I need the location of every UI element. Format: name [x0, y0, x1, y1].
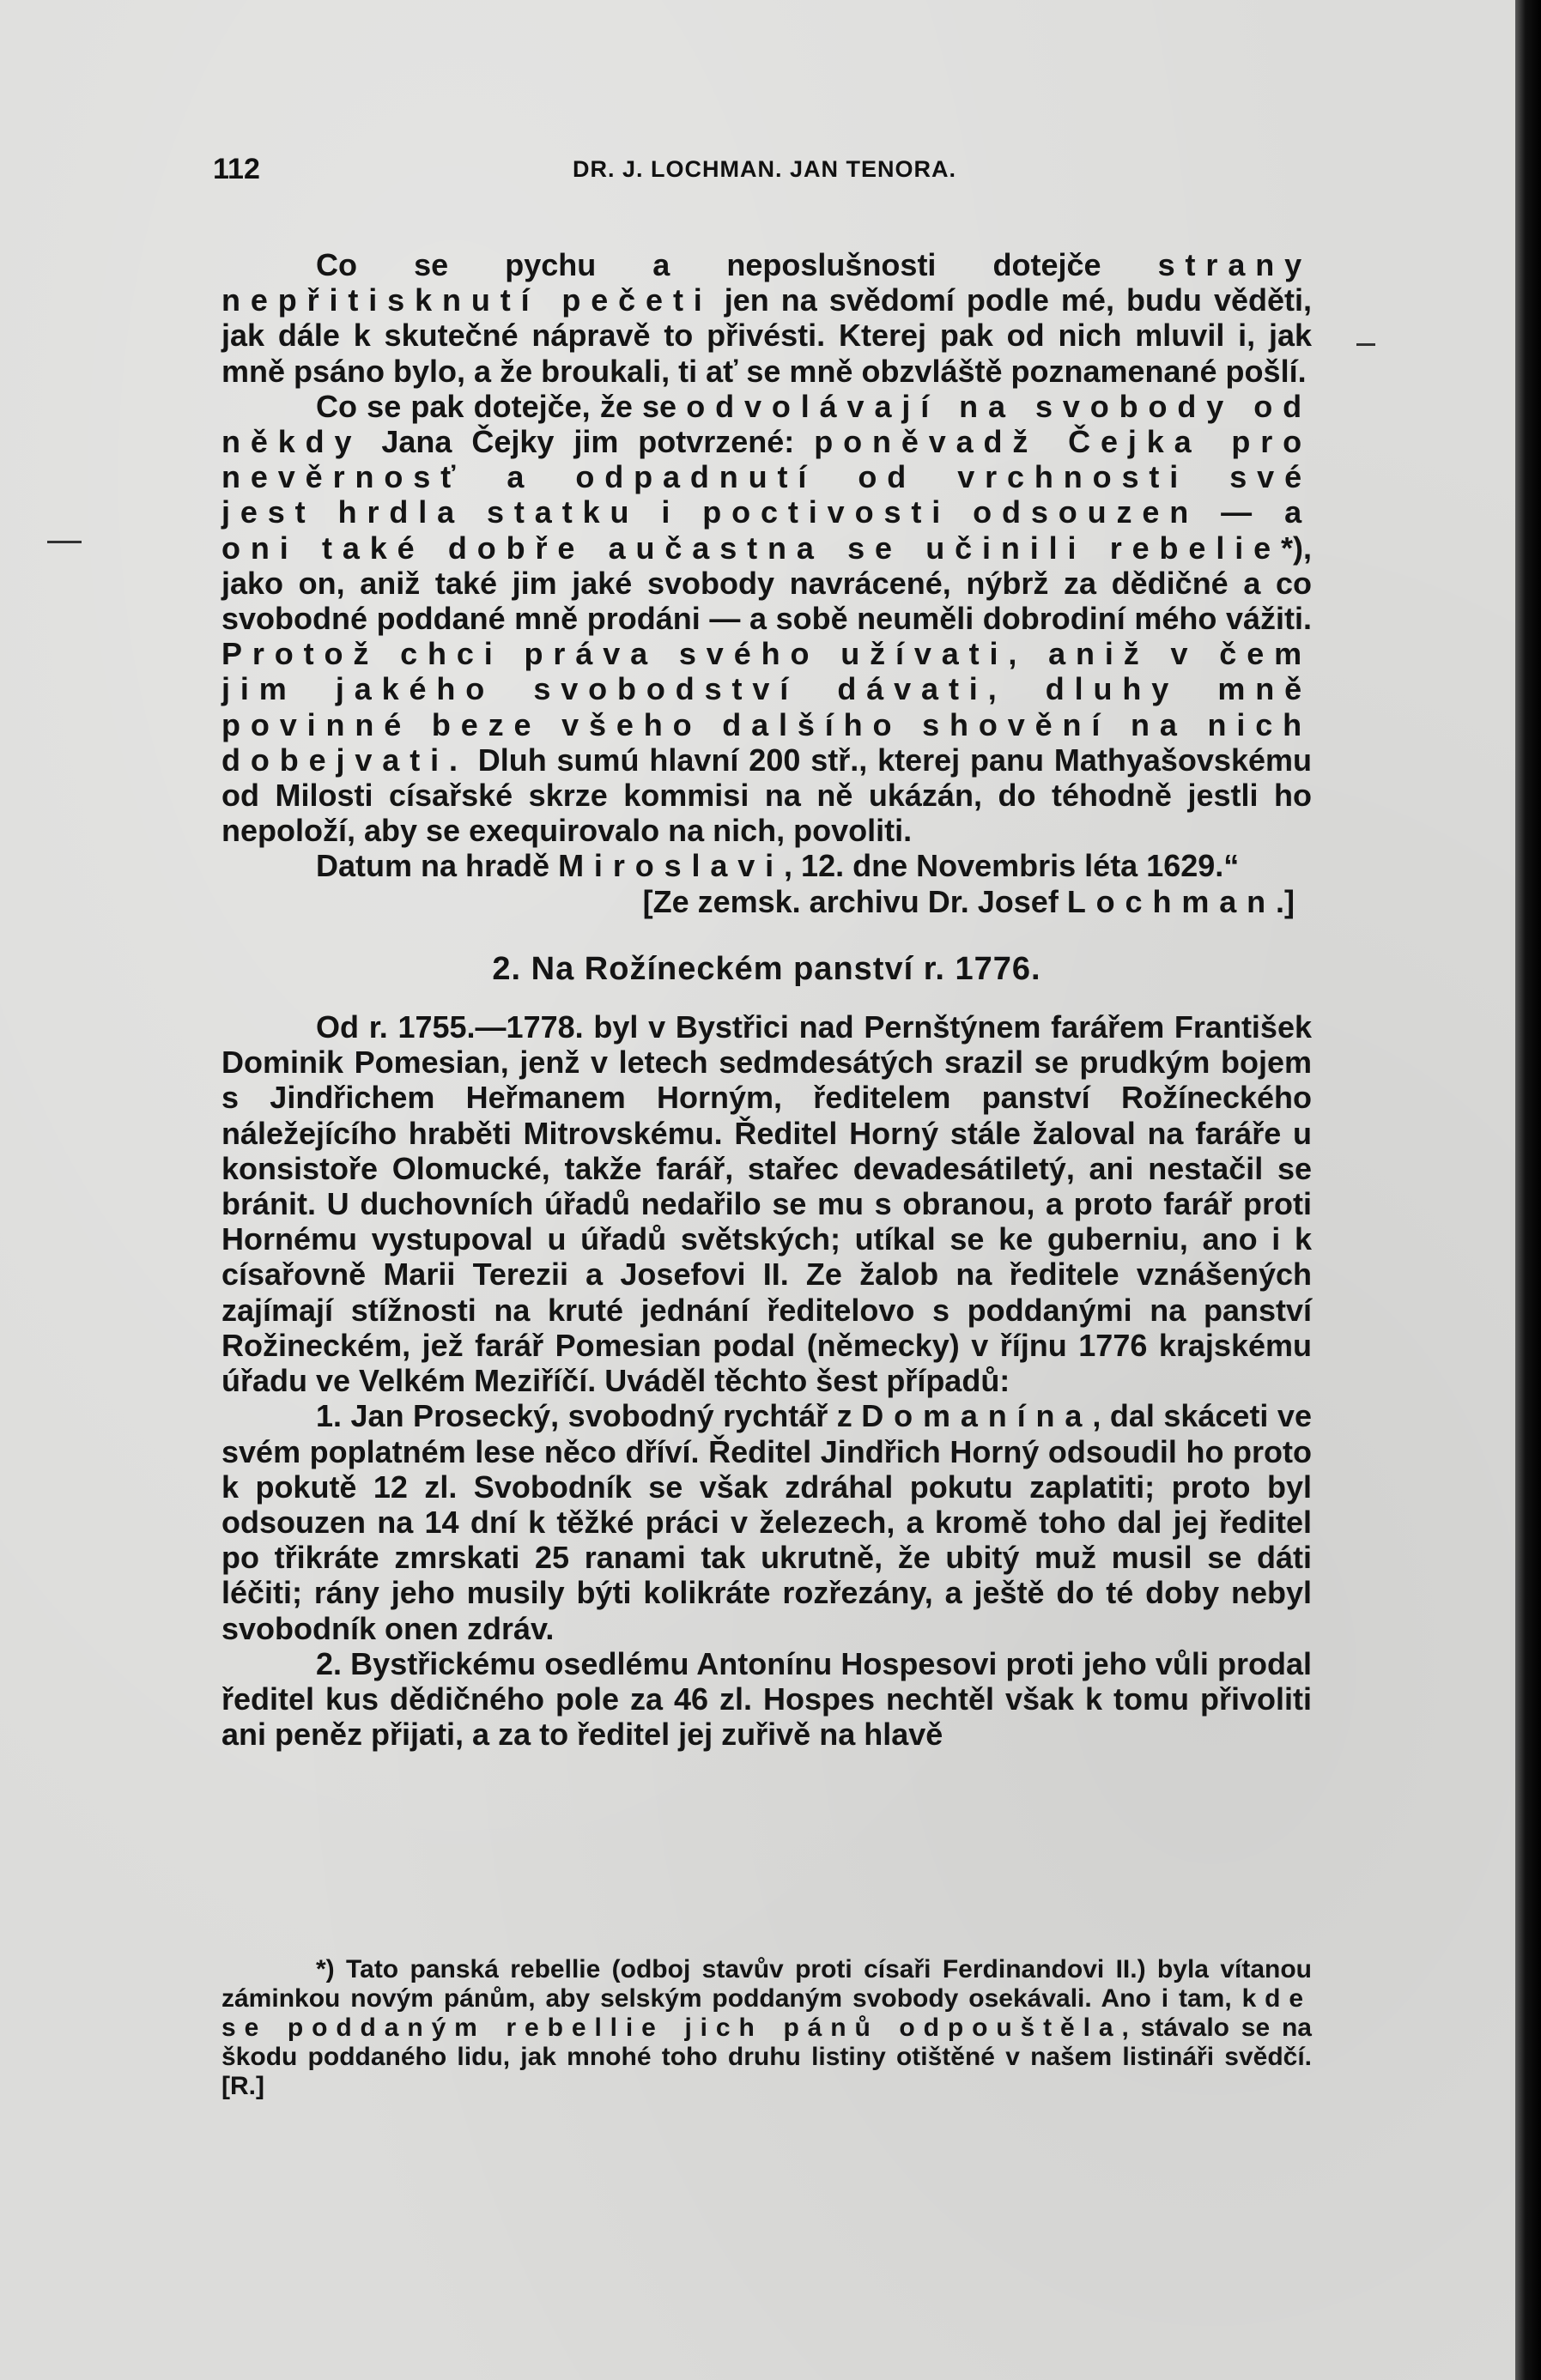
archive-source: [Ze zemsk. archivu Dr. Josef Lochman.]	[642, 883, 1295, 919]
running-title: DR. J. LOCHMAN. JAN TENORA.	[572, 156, 957, 182]
dateline: Datum na hradě Miroslavi, 12. dne Novembris léta 1629.“	[316, 848, 1240, 884]
page-number: 112	[213, 153, 260, 185]
scan-edge	[1515, 0, 1541, 2380]
paragraph-pride: Co se pychu a neposlušnosti dotejče strany nepřitisknutí pečeti jen na svědomí podle mé, budu věděti, jak dále k skutečné nápravě to přivésti. Kterej pak od nich mluvil i, jak mně psáno bylo, a že broukali, ti ať se mně obzvláště poznamenané pošlí.	[221, 247, 1312, 389]
case-1: 1. Jan Prosecký, svobodný rychtář z Domanína, dal skáceti ve svém poplatném lese něco dříví. Ředitel Jindřich Horný odsoudil ho proto k pokutě 12 zl. Svobodník se však zdráhal pokutu zaplatiti; proto byl odsouzen na 14 dní k těžké práci v železech, a kromě toho dal jej ředitel po třikráte zmrskati 25 ranami tak ukrutně, že ubitý muž musil se dáti léčiti; rány jeho musily býti kolikráte rozřezány, a ještě do té doby nebyl svobodník onen zdráv.	[221, 1398, 1312, 1646]
footnote: *) Tato panská rebellie (odboj stavův proti císaři Ferdinandovi II.) byla vítanou záminkou novým pánům, aby selským poddaným svobody osekávali. Ano i tam, kde se poddaným rebellie jich pánů odpouštěla, stávalo se na škodu poddaného lidu, jak mnohé toho druhu listiny otištěné v našem listináři svědčí. [R.]	[221, 1955, 1312, 2100]
section-heading: 2. Na Rožíneckém panství r. 1776.	[492, 950, 1041, 987]
paragraph-freedoms: Co se pak dotejče, že se odvolávají na svobody od někdy Jana Čejky jim potvrzené: poněvadž Čejka pro nevěrnosť a odpadnutí od vrchnosti své jest hrdla statku i poctivosti odsouzen — a oni také dobře aučastna se učinili rebelie*), jako on, aniž také jim jaké svobody navrácené, nýbrž za dědičné a co svobodné poddané mně prodáni — a sobě neuměli dobrodiní mého vážiti. Protož chci práva svého užívati, aniž v čem jim jakého svobodství dávati, dluhy mně povinné beze všeho dalšího shovění na nich dobejvati. Dluh sumú hlavní 200 stř., kterej panu Mathyašovskému od Milosti císařské skrze kommisi na ně ukázán, do téhodně jestli ho nepoloží, aby se exequirovalo na nich, povoliti.	[221, 388, 1312, 849]
page-header	[213, 153, 1316, 196]
paragraph-pomesian: Od r. 1755.—1778. byl v Bystřici nad Pernštýnem farářem František Dominik Pomesian, jenž v letech sedmdesátých srazil se prudkým bojem s Jindřichem Heřmanem Horným, ředitelem panství Rožíneckého náležejícího hraběti Mitrovskému. Ředitel Horný stále žaloval na faráře u konsistoře Olomucké, takže farář, stařec devadesátiletý, ani nestačil se bránit. U duchovních úřadů nedařilo se mu s obranou, a proto farář proti Hornému vystupoval u úřadů světských; utíkal se ke guberniu, ano i k císařovně Marii Terezii a Josefovi II. Ze žalob na ředitele vznášených zajímají stížnosti na kruté jednání ředitelovo s poddanými na panství Rožineckém, jež farář Pomesian podal (německy) v říjnu 1776 krajskému úřadu ve Velkém Meziříčí. Uváděl těchto šest případů:	[221, 1009, 1312, 1399]
margin-mark	[47, 541, 82, 543]
margin-mark	[1356, 343, 1375, 346]
main-text	[221, 247, 1312, 1752]
case-2: 2. Bystřickému osedlému Antonínu Hospesovi proti jeho vůli prodal ředitel kus dědičného pole za 46 zl. Hospes nechtěl však k tomu přivoliti ani peněz přijati, a za to ředitel jej zuřivě na hlavě	[221, 1645, 1312, 1753]
